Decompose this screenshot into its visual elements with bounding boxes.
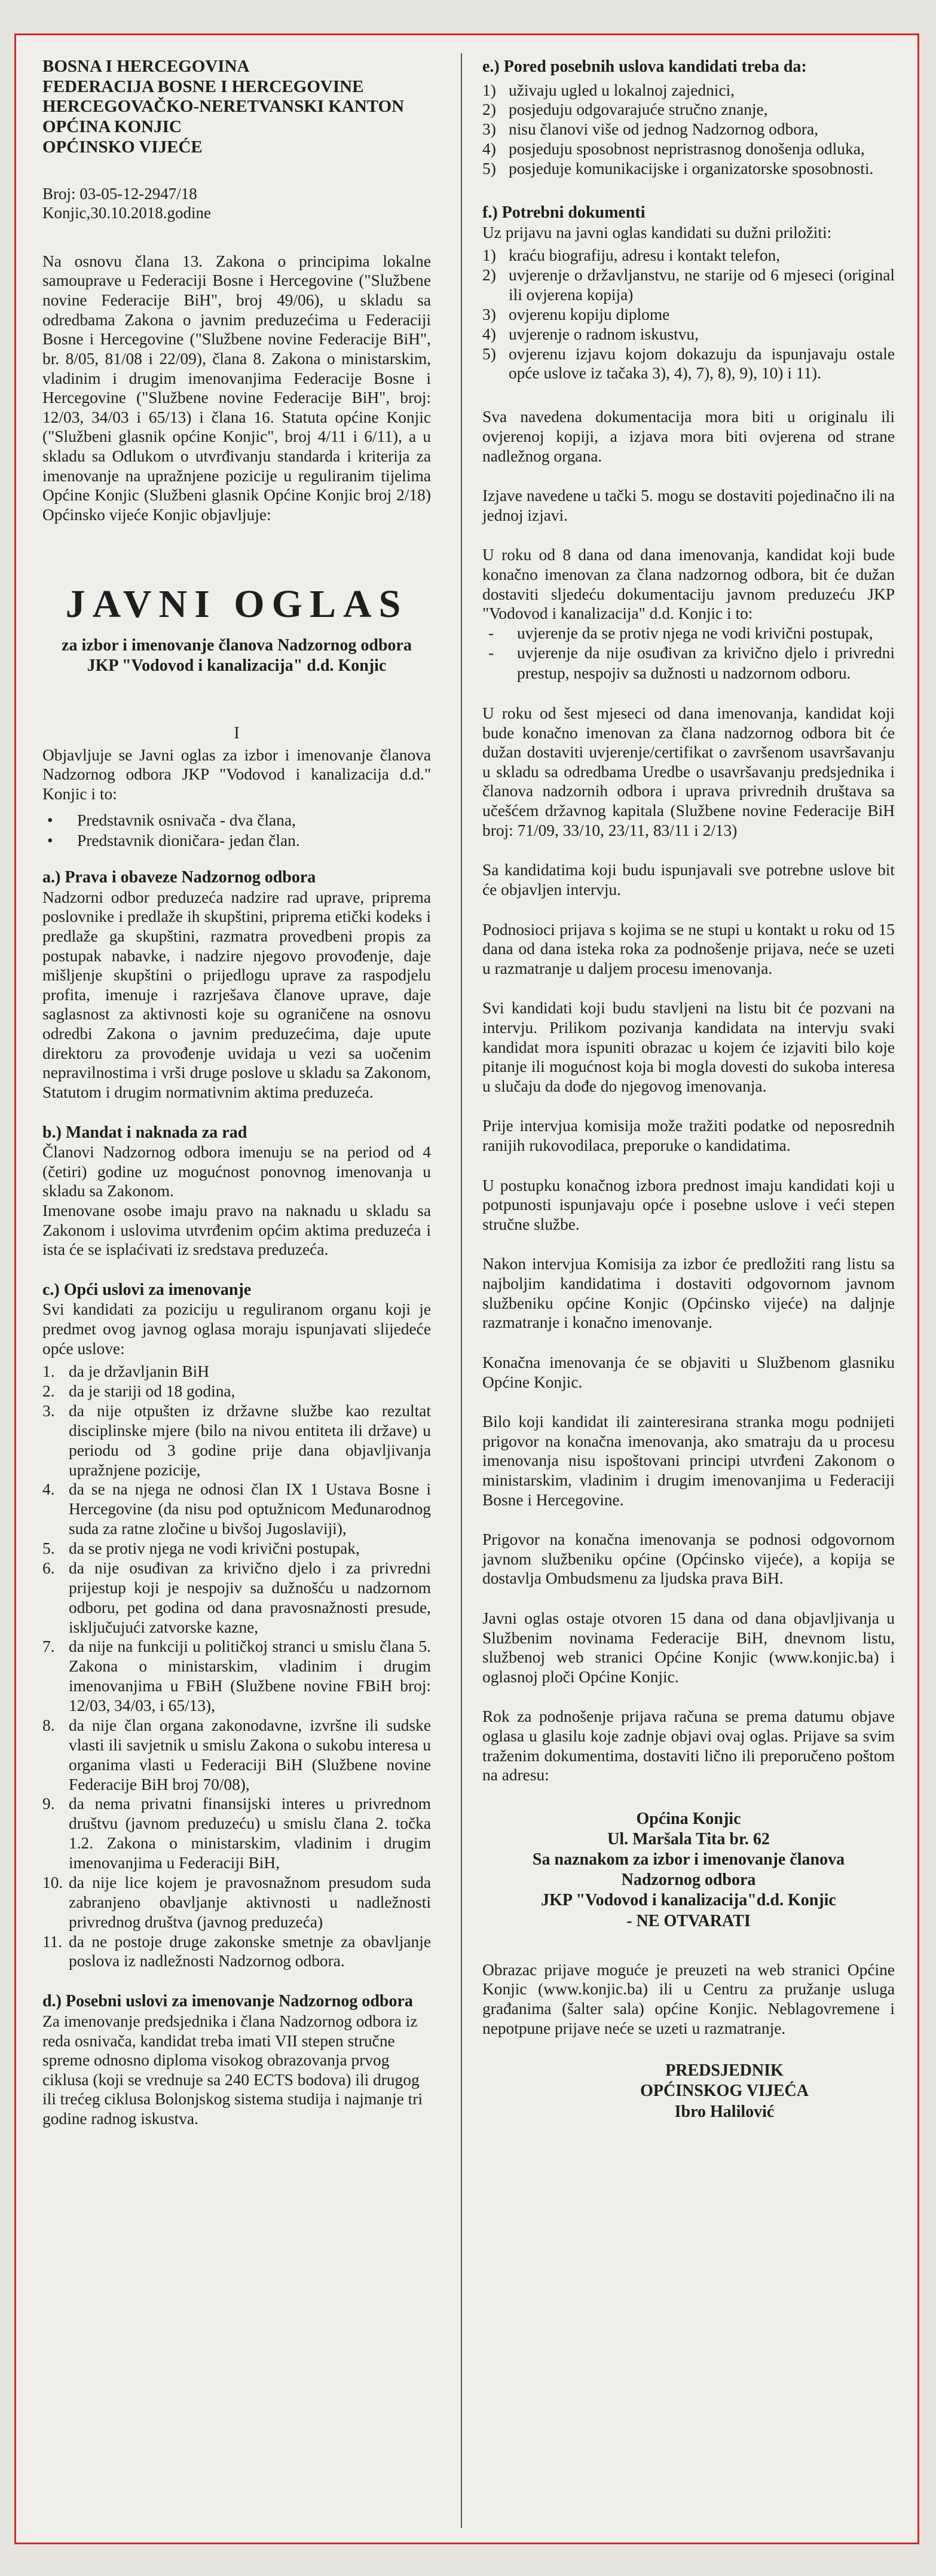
- paragraph: U roku od 8 dana od dana imenovanja, kandidat koji bude konačno imenovan za člana nadzornog odbora, bit će dužan dostaviti sljedeću dokumentaciju javnom preduzeću JKP "Vodovod i kanalizacija" d.d. Konjic i to:: [482, 546, 895, 623]
- list-item: 3) nisu članovi više od jednog Nadzornog odbora,: [482, 120, 819, 139]
- section-c-heading: c.) Opći uslovi za imenovanje: [42, 1280, 252, 1299]
- notice-title: JAVNI OGLAS: [65, 582, 408, 627]
- list-item: • Predstavnik osnivača - dva člana,: [42, 811, 431, 830]
- section-d-heading: d.) Posebni uslovi za imenovanje Nadzornog odbora: [42, 1992, 413, 2011]
- list-item: 5. da se protiv njega ne vodi krivični postupak,: [42, 1539, 360, 1558]
- section-b-text: Članovi Nadzornog odbora imenuju se na period od 4 (četiri) godine uz mogućnost ponovnog imenovanja u skladu sa Zakonom.: [42, 1143, 431, 1200]
- right-column: [482, 57, 895, 2122]
- paragraph: Nakon intervjua Komisija za izbor će predložiti rang listu sa najboljim kandidatima i dostaviti odgovornom javnom službeniku općine Konjic (Općinsko vijeće) na daljnje razmatranje i konačno imenovanje.: [482, 1255, 895, 1332]
- section-a-heading: a.) Prava i obaveze Nadzornog odbora: [42, 868, 316, 887]
- header-line: FEDERACIJA BOSNE I HERCEGOVINE: [42, 77, 364, 96]
- section-numeral: I: [234, 723, 240, 742]
- list-item: 4) uvjerenje o radnom iskustvu,: [482, 325, 699, 343]
- header-line: OPĆINA KONJIC: [42, 117, 182, 136]
- paragraph: Sva navedena dokumentacija mora biti u originalu ili ovjerenoj kopiji, a izjava mora biti ovjerena od strane nadležnog organa.: [482, 408, 895, 465]
- reference-number: Broj: 03-05-12-2947/18: [42, 185, 197, 203]
- address-line: Općina Konjic: [636, 1809, 741, 1828]
- address-line: Nadzornog odbora: [621, 1871, 756, 1890]
- notice-frame: [14, 33, 919, 2544]
- left-column: [42, 57, 431, 2129]
- section-a-text: Nadzorni odbor preduzeća nadzire rad uprave, priprema poslovnike i predlaže ih skupštini, priprema etički kodeks i predlaže ga skupštini, razmatra provedbeni propis za postupak nabavke, i nadzire njegovo provođenje, daje mišljenje skupštini o prijedlogu uprave za raspodjelu profita, imenuje i razrješava članove uprave, daje saglasnost za aktivnosti koje su ograničene na osnovu odredbi Zakona o javnim preduzećima, daje upute direktoru za provođenje uvidaja u vezi sa uočenim nepravilnostima i vrši druge poslove u skladu sa Zakonom, Statutom i drugim normativnim aktima preduzeća.: [42, 888, 431, 1101]
- section-i-text: Objavljuje se Javni oglas za izbor i imenovanje članova Nadzornog odbora JKP "Vodovod i kanalizacija d.d." Konjic i to:: [42, 745, 431, 803]
- list-item: - uvjerenje da se protiv njega ne vodi krivični postupak,: [482, 624, 895, 643]
- paragraph: U postupku konačnog izbora prednost imaju kandidati koji u potpunosti ispunjavaju opće i posebne uslove i veći stepen stručne službe.: [482, 1176, 895, 1233]
- list-item: 3. da nije otpušten iz državne službe kao rezultat disciplinske mjere (bilo na nivou entiteta ili države) u periodu od 3 godine prije dana objavljivanja upražnjene pozicije,: [42, 1401, 431, 1479]
- list-item: 4. da se na njega ne odnosi član IX 1 Ustava Bosne i Hercegovine (da nisu pod optužnicom Međunarodnog suda za ratne zločine u bivšoj Jugoslaviji),: [42, 1480, 431, 1538]
- paragraph: Bilo koji kandidat ili zainteresirana stranka mogu podnijeti prigovor na konačna imenovanja, ako smatraju da u procesu imenovanja nisu ispoštovani principi utvrđeni Zakonom o ministarskim, vladinim i drugim imenovanjima u Federaciji Bosne i Hercegovine.: [482, 1413, 895, 1509]
- submission-address: [482, 1809, 895, 1932]
- list-item: 1. da je državljanin BiH: [42, 1362, 210, 1381]
- section-d-text: Za imenovanje predsjednika i člana Nadzornog odbora iz reda osnivača, kandidat treba imati VII stepen stručne spreme odnosno diploma visokog obrazovanja prvog ciklusa (koji se vrednuje sa 240 ECTS bodova) ili drugog ili trećeg ciklusa Bolonjskog sistema studija i najmanje tri godine radnog iskustva.: [42, 2012, 423, 2128]
- list-item: 2) uvjerenje o državljanstvu, ne starije od 6 mjeseci (original ili ovjerena kopija): [482, 266, 895, 304]
- list-item: 8. da nije član organa zakonodavne, izvršne ili sudske vlasti ili savjetnik u smislu Zakona o sukobu interesa u organima vlasti u Federaciji BiH (Službene novine Federacije BiH broj 70/08),: [42, 1716, 431, 1793]
- section-e-heading: e.) Pored posebnih uslova kandidati treba da:: [482, 57, 807, 76]
- paragraph: Konačna imenovanja će se objaviti u Službenom glasniku Općine Konjic.: [482, 1353, 895, 1391]
- address-line: Ul. Maršala Tita br. 62: [607, 1830, 770, 1849]
- signature-block: [554, 2061, 895, 2122]
- header-line: HERCEGOVAČKO-NERETVANSKI KANTON: [42, 97, 405, 117]
- paragraph: Svi kandidati koji budu stavljeni na listu bit će pozvani na intervju. Prilikom pozivanja kandidata na intervju svaki kandidat mora ispuniti obrazac u kojem će izjaviti bilo koje pitanje ili mogućnost koja bi mogla dovesti do sukoba interesa u slučaju da dođe do njegovog imenovanja.: [482, 999, 895, 1095]
- paragraph: Prije intervjua komisija može tražiti podatke od neposrednih ranijih rukovodilaca, preporuke o kandidatima.: [482, 1117, 895, 1155]
- signature-line: OPĆINSKOG VIJEĆA: [640, 2082, 809, 2101]
- list-item: • Predstavnik dioničara- jedan član.: [42, 831, 431, 851]
- legal-basis-paragraph: Na osnovu člana 13. Zakona o principima lokalne samouprave u Federaciji Bosne i Hercegovine ("Službene novine Federacije BiH", broj 49/06), u skladu sa odredbama Zakona o javnim preduzećima u Federaciji Bosne i Hercegovine ("Službene novine Federacije BiH", br. 8/05, 81/08 i 22/09), člana 8. Zakona o ministarskim, vladinim i drugim imenovanjima Federacije Bosne i Hercegovine ("Službene novine Federacije BiH", broj: 12/03, 34/03 i 65/13) i člana 16. Statuta općine Konjic ("Službeni glasnik općine Konjic", broj 4/11 i 6/11), a u skladu sa Odlukom o utvrđivanju standarda i kriterija za imenovanje na upražnjene pozicije u reguliranim tijelima Općine Konjic (Službeni glasnik Općine Konjic broj 2/18) Općinsko vijeće Konjic objavljuje:: [42, 252, 431, 524]
- address-line: - NE OTVARATI: [626, 1911, 751, 1930]
- list-item: 2. da je stariji od 18 godina,: [42, 1382, 235, 1401]
- paragraph: U roku od šest mjeseci od dana imenovanja, kandidat koji bude konačno imenovan za člana nadzornog odbora bit će dužan dostaviti uvjerenje/certifikat o završenom usavršavanju u skladu sa odredbama Uredbe o usavršavanju predsjednika i članova nadzornih odbora i uprava privrednih društava sa učešćem državnog kapitala (Službene novine Federacije BiH broj: 71/09, 33/10, 23/11, 83/11 i 2/13): [482, 704, 895, 839]
- list-item: 6. da nije osuđivan za krivično djelo i za privredni prijestup koji je nespojiv sa dužnošću u nadzornom odboru, pet godina od dana pravosnažnosti presude, isključujući zatvorske kazne,: [42, 1559, 431, 1636]
- list-item: 5) ovjerenu izjavu kojom dokazuju da ispunjavaju ostale opće uslove iz tačaka 3), 4), 7), 8), 9), 10) i 11).: [482, 344, 895, 383]
- list-item: 1) kraću biografiju, adresu i kontakt telefon,: [482, 246, 781, 265]
- list-item: 11. da ne postoje druge zakonske smetnje za obavljanje poslova iz nadležnosti Nadzornog odbora.: [42, 1932, 431, 1970]
- issuer-header: [42, 57, 431, 157]
- closing-paragraph: Obrazac prijave moguće je preuzeti na web stranici Općine Konjic (www.konjic.ba) ili u Centru za pružanje usluga građanima (šalter sala) općine Konjic. Neblagovremene i nepotpune prijave neće se uzeti u razmatranje.: [482, 1960, 895, 2037]
- paragraph: Sa kandidatima koji budu ispunjavali sve potrebne uslove bit će objavljen intervju.: [482, 861, 895, 899]
- address-line: Sa naznakom za izbor i imenovanje članova: [532, 1850, 845, 1869]
- general-conditions-list: [42, 1362, 431, 1971]
- paragraph: Podnosioci prijava s kojima se ne stupi u kontakt u roku od 15 dana od dana isteka roka za podnošenje prijava, neće se uzeti u razmatranje u daljem procesu imenovanja.: [482, 920, 895, 977]
- notice-subtitle-line: za izbor i imenovanje članova Nadzornog odbora: [62, 636, 412, 655]
- column-divider: [461, 53, 462, 2528]
- section-f-heading: f.) Potrebni dokumenti: [482, 203, 646, 222]
- representative-list: [42, 811, 431, 851]
- list-item: 10. da nije lice kojem je pravosnažnom presudom suda zabranjeno obavljanje aktivnosti u nadležnosti privrednog društva (javnog preduzeća): [42, 1873, 431, 1931]
- section-b-heading: b.) Mandat i naknada za rad: [42, 1123, 247, 1142]
- list-item: 7. da nije na funkciji u političkoj stranci u smislu člana 5. Zakona o ministarskim, vladinim i drugim imenovanjima u FBiH (Službene novine FBiH broj: 12/03, 34/03, i 65/13),: [42, 1637, 431, 1715]
- header-line: BOSNA I HERCEGOVINA: [42, 57, 250, 76]
- section-c-text: Svi kandidati za poziciju u reguliranom organu koji je predmet ovog javnog oglasa moraju ispunjavati slijedeće opće uslove:: [42, 1300, 431, 1358]
- document-date: Konjic,30.10.2018.godine: [42, 203, 211, 222]
- section-f-text: Uz prijavu na javni oglas kandidati su dužni priložiti:: [482, 223, 832, 242]
- paragraph: Izjave navedene u tački 5. mogu se dostaviti pojedinačno ili na jednoj izjavi.: [482, 487, 895, 524]
- list-item: 3) ovjerenu kopiju diplome: [482, 305, 670, 323]
- required-documents-list: [482, 246, 895, 383]
- list-item: - uvjerenje da nije osuđivan za krivično djelo i privredni prestup, nespojiv sa dužnosti u nadzornom odboru.: [482, 643, 895, 683]
- list-item: 9. da nema privatni finansijski interes u privrednom društvu (javnom preduzeću) u smislu člana 2. točka 1.2. Zakona o ministarskim, vladinim i drugim imenovanjima u Federaciji BiH,: [42, 1795, 431, 1872]
- list-item: 5) posjeduje komunikacijske i organizatorske sposobnosti.: [482, 160, 874, 178]
- notice-subtitle-line: JKP "Vodovod i kanalizacija" d.d. Konjic: [87, 656, 387, 675]
- signature-line: PREDSJEDNIK: [665, 2061, 784, 2080]
- paragraph: Javni oglas ostaje otvoren 15 dana od dana objavljivanja u Službenim novinama Federacije BiH, dnevnom listu, službenoj web stranici Općine Konjic (www.konjic.ba) i oglasnoj ploči Općine Konjic.: [482, 1609, 895, 1686]
- paragraph: Rok za podnošenje prijava računa se prema datumu objave oglasa u glasilu koje zadnje objavi ovaj oglas. Prijave sa svim traženim dokumentima, dostaviti lično ili preporučeno poštom na adresu:: [482, 1707, 895, 1784]
- paragraph: Prigovor na konačna imenovanja se podnosi odgovornom javnom službeniku općine (Općinsko vijeće), a kopija se dostavlja Ombudsmenu za ljudska prava BiH.: [482, 1530, 895, 1588]
- list-item: 1) uživaju ugled u lokalnoj zajednici,: [482, 81, 735, 99]
- appointee-documents-list: [482, 624, 895, 683]
- section-b-text: Imenovane osobe imaju pravo na naknadu u skladu sa Zakonom i uslovima utvrđenim općim aktima preduzeća i ista će se isplaćivati iz sredstava preduzeća.: [42, 1201, 431, 1259]
- address-line: JKP "Vodovod i kanalizacija"d.d. Konjic: [541, 1891, 836, 1910]
- special-conditions-list: [482, 81, 895, 179]
- header-line: OPĆINSKO VIJEĆE: [42, 137, 203, 157]
- signature-line: Ibro Halilović: [674, 2102, 775, 2121]
- list-item: 4) posjeduju sposobnost nepristrasnog donošenja odluka,: [482, 140, 865, 158]
- list-item: 2) posjeduju odgovarajuće stručno znanje,: [482, 100, 768, 119]
